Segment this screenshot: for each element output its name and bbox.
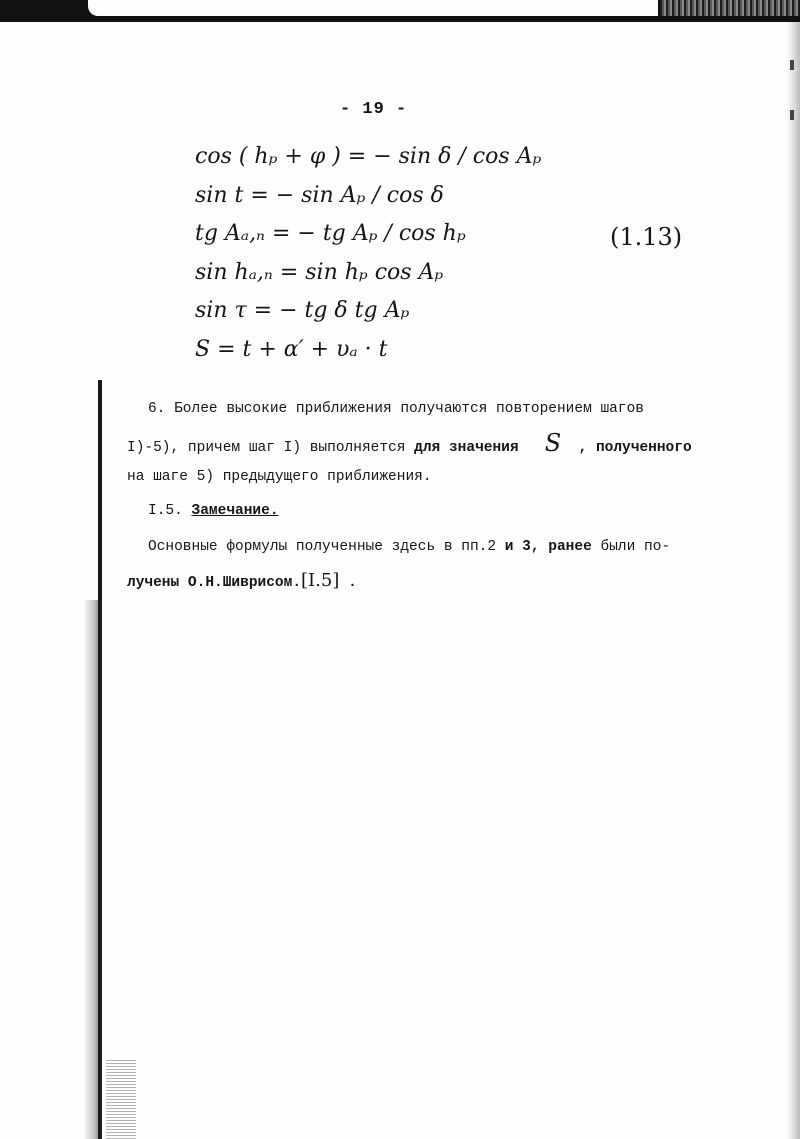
scan-speck [790, 110, 794, 120]
paragraph-line: 6. Более высокие приближения получаются повторением шагов [148, 401, 644, 417]
text-run-bold: . [339, 575, 357, 591]
page-number: - 19 - [340, 100, 408, 119]
section-number: I.5. [148, 503, 192, 519]
symbol-s: S [544, 429, 562, 457]
binding-noise [106, 1060, 136, 1139]
section-title: Замечание. [191, 503, 279, 519]
equation-number: (1.13) [610, 223, 683, 251]
text-run-bold: для значения [414, 440, 519, 456]
formula-line: sin t = − sin Aₚ / cos δ [195, 182, 444, 208]
scan-top-notch [88, 0, 658, 16]
scan-right-edge [786, 22, 800, 1139]
scan-noise [660, 0, 800, 16]
text-run: I)-5), причем шаг I) выполняется [127, 440, 415, 456]
citation: [I.5] [301, 570, 340, 591]
paragraph-line: на шаге 5) предыдущего приближения. [127, 469, 432, 485]
text-run: Основные формулы полученные здесь в пп.2 [148, 539, 505, 555]
formula-block [195, 138, 541, 369]
formula-line: S = t + α′ + υₐ · t [195, 336, 388, 362]
paragraph-line [127, 564, 357, 600]
formula-line: sin τ = − tg δ tg Aₚ [195, 298, 410, 323]
paragraph-line [148, 530, 670, 564]
formula-line: tg Aₐ,ₙ = − tg Aₚ / cos hₚ [195, 221, 466, 246]
scan-speck [790, 60, 794, 70]
text-run-bold: , полученного [578, 440, 692, 456]
formula-line: sin hₐ,ₙ = sin hₚ cos Aₚ [195, 259, 444, 285]
text-run: были по- [591, 539, 671, 555]
binding-line [98, 380, 102, 1139]
text-run-bold: лучены О.Н.Шиврисом. [127, 575, 302, 591]
section-heading [148, 494, 279, 528]
formula-line: cos ( hₚ + φ ) = − sin δ / cos Aₚ [195, 144, 542, 169]
text-run-bold: и 3, ранее [504, 539, 592, 555]
